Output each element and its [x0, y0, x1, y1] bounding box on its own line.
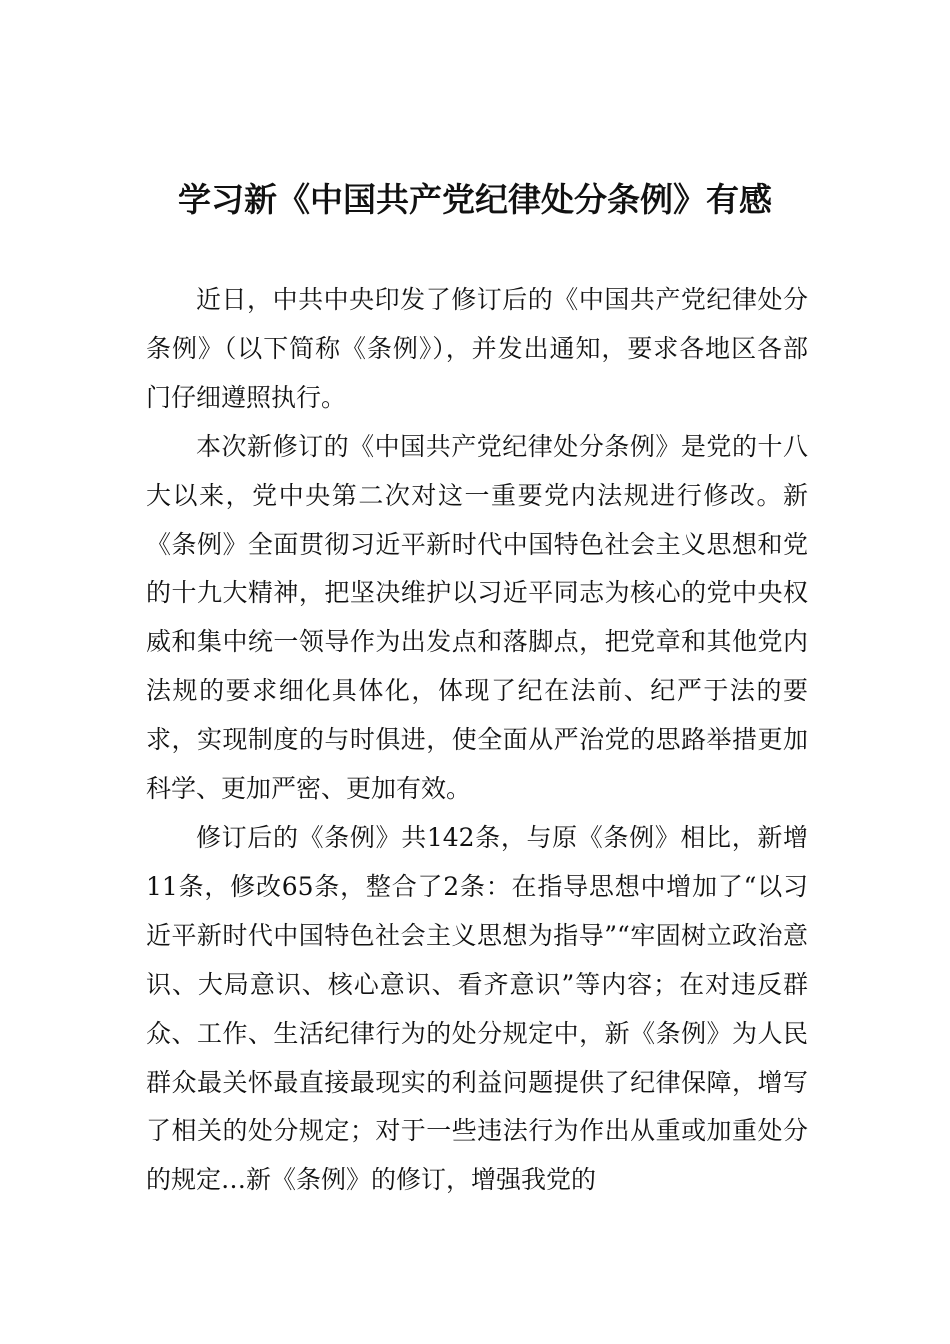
paragraph-2: 本次新修订的《中国共产党纪律处分条例》是党的十八大以来，党中央第二次对这一重要党内法规进行修改。新《条例》全面贯彻习近平新时代中国特色社会主义思想和党的十九大精神，把坚决维护以习近平同志为核心的党中央权威和集中统一领导作为出发点和落脚点，把党章和其他党内法规的要求细化具体化，体现了纪在法前、纪严于法的要求，实现制度的与时俱进，使全面从严治党的思路举措更加科学、更加严密、更加有效。: [146, 431, 808, 804]
document-title: 学习新《中国共产党纪律处分条例》有感: [178, 180, 772, 219]
document-body: [146, 276, 808, 1205]
paragraph-3: 修订后的《条例》共142条，与原《条例》相比，新增11条，修改65条，整合了2条：在指导思想中增加了“以习近平新时代中国特色社会主义思想为指导”“牢固树立政治意识、大局意识、核心意识、看齐意识”等内容；在对违反群众、工作、生活纪律行为的处分规定中，新《条例》为人民群众最关怀最直接最现实的利益问题提供了纪律保障，增写了相关的处分规定；对于一些违法行为作出从重或加重处分的规定…新《条例》的修订，增强我党的: [146, 822, 808, 1195]
paragraph-1: 近日，中共中央印发了修订后的《中国共产党纪律处分条例》（以下简称《条例》），并发出通知，要求各地区各部门仔细遵照执行。: [146, 285, 808, 412]
